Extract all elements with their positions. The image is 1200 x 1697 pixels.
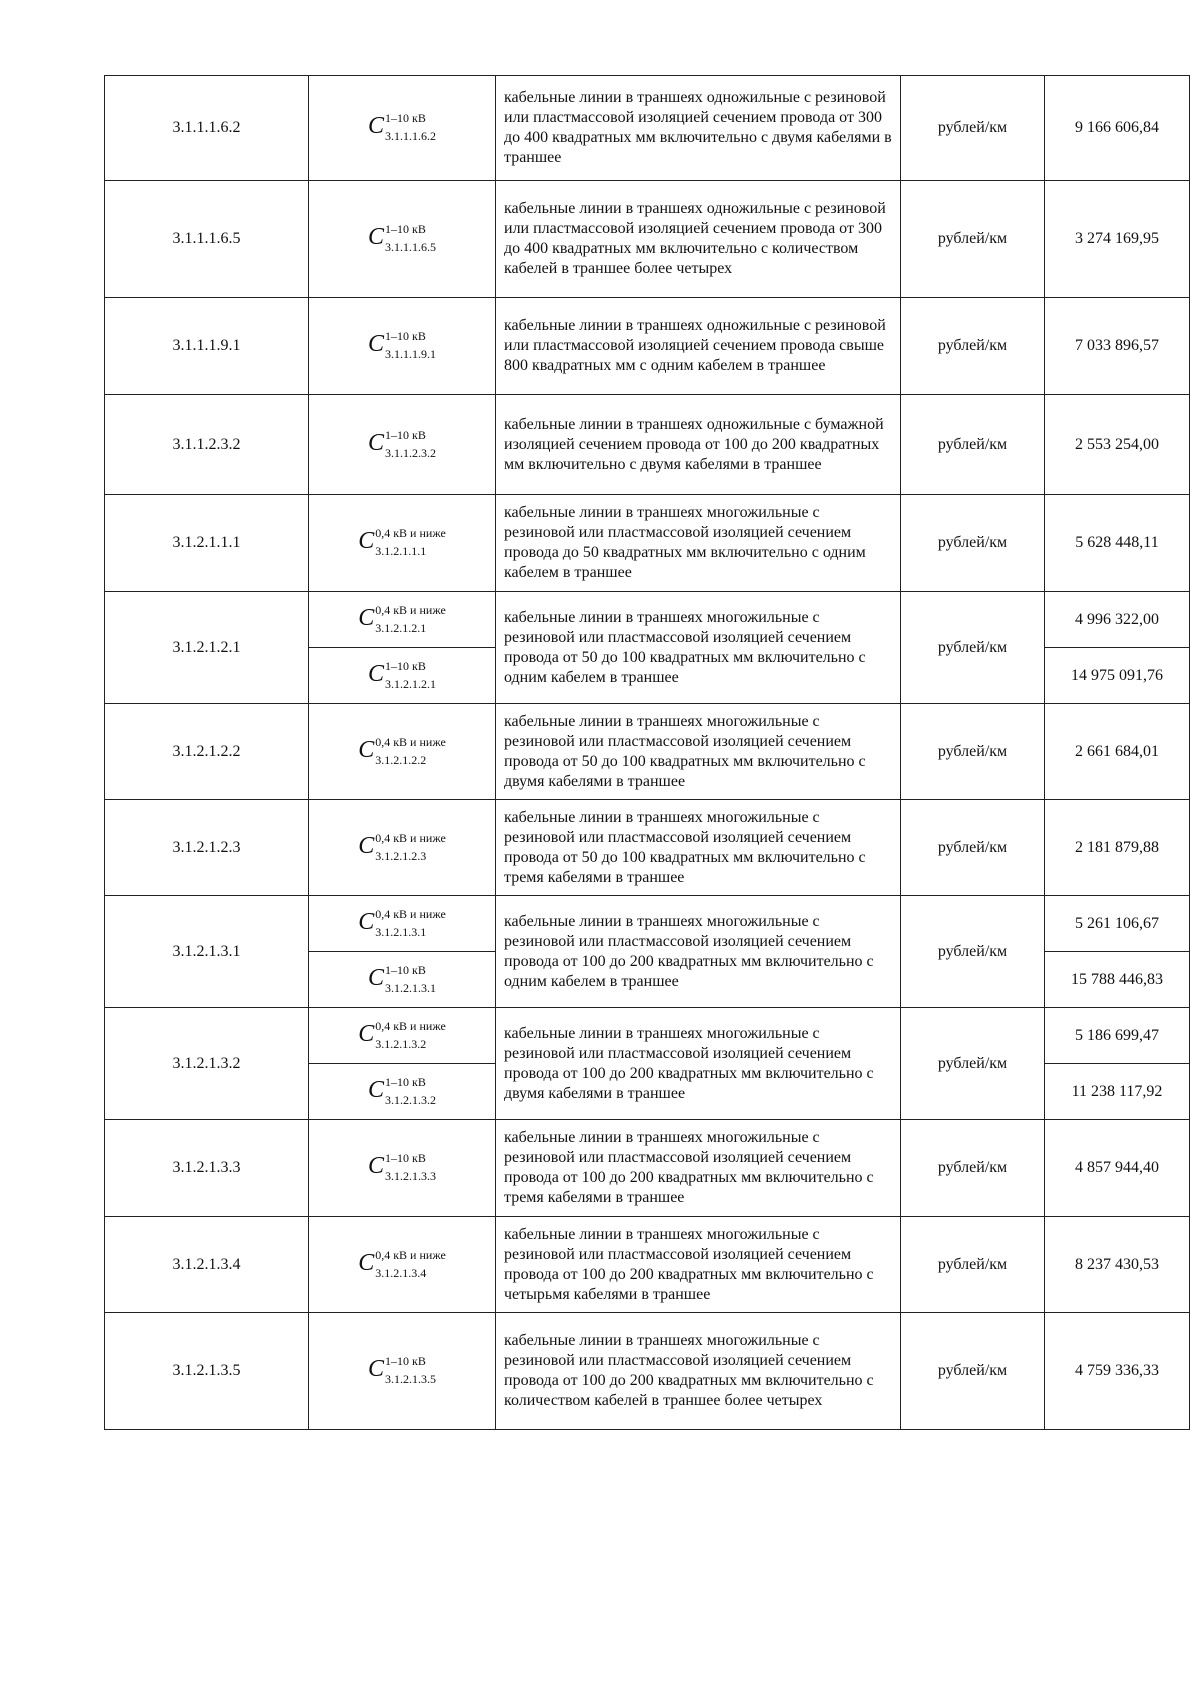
rate-value-cell: 11 238 117,92 (1045, 1064, 1190, 1120)
rate-symbol-indices (385, 222, 436, 254)
rate-value-cell: 4 759 336,33 (1045, 1313, 1190, 1430)
code-subscript: 3.1.2.1.3.4 (375, 1265, 427, 1280)
item-code-cell: 3.1.1.1.6.2 (105, 76, 309, 181)
rate-value-cell: 2 181 879,88 (1045, 800, 1190, 896)
code-subscript: 3.1.2.1.3.1 (385, 980, 436, 995)
rate-symbol-cell (309, 495, 496, 592)
code-subscript: 3.1.2.1.2.2 (375, 752, 427, 767)
item-code-cell: 3.1.2.1.3.1 (105, 896, 309, 1008)
rate-symbol-letter: C (367, 429, 384, 456)
table-row (105, 800, 1190, 896)
description-cell: кабельные линии в траншеях многожильные с резиновой или пластмассовой изоляцией сечением провода от 100 до 200 квадратных мм включительно с количеством кабелей в траншее более четырех (496, 1313, 901, 1430)
unit-cell: рублей/км (901, 1313, 1045, 1430)
rate-symbol-letter: C (367, 224, 384, 251)
unit-cell: рублей/км (901, 1008, 1045, 1120)
rate-value-cell: 9 166 606,84 (1045, 76, 1190, 181)
table-row (105, 76, 1190, 181)
code-subscript: 3.1.2.1.2.1 (385, 676, 436, 691)
rate-symbol-cell (309, 76, 496, 181)
code-subscript: 3.1.1.1.6.2 (385, 129, 436, 143)
rates-table (104, 75, 1190, 1430)
rate-symbol-indices (375, 1247, 446, 1280)
table-row (105, 181, 1190, 298)
rate-symbol-cell (309, 1217, 496, 1313)
description-cell: кабельные линии в траншеях многожильные с резиновой или пластмассовой изоляцией сечением провода от 100 до 200 квадратных мм включительно с тремя кабелями в траншее (496, 1120, 901, 1217)
rate-value-cell: 14 975 091,76 (1045, 648, 1190, 704)
code-subscript: 3.1.2.1.3.2 (375, 1036, 427, 1051)
unit-cell: рублей/км (901, 495, 1045, 592)
voltage-superscript: 0,4 кВ и ниже (375, 734, 446, 749)
rate-value-cell: 2 661 684,01 (1045, 704, 1190, 800)
rate-symbol-cell (309, 648, 496, 704)
table-row (105, 395, 1190, 495)
rate-symbol-cell (309, 800, 496, 896)
unit-cell: рублей/км (901, 896, 1045, 1008)
rate-value-cell: 2 553 254,00 (1045, 395, 1190, 495)
code-subscript: 3.1.2.1.3.5 (385, 1372, 436, 1386)
rate-symbol-letter: C (367, 1153, 384, 1180)
unit-cell: рублей/км (901, 592, 1045, 704)
rate-symbol-letter: C (358, 832, 375, 859)
unit-cell: рублей/км (901, 1217, 1045, 1313)
code-subscript: 3.1.1.1.6.5 (385, 240, 436, 254)
unit-cell: рублей/км (901, 181, 1045, 298)
rate-symbol-letter: C (367, 964, 384, 991)
unit-cell: рублей/км (901, 76, 1045, 181)
rate-value-cell: 5 628 448,11 (1045, 495, 1190, 592)
description-cell: кабельные линии в траншеях многожильные с резиновой или пластмассовой изоляцией сечением провода от 50 до 100 квадратных мм включительно с одним кабелем в траншее (496, 592, 901, 704)
code-subscript: 3.1.2.1.3.3 (385, 1169, 436, 1183)
rate-symbol-indices (385, 1354, 436, 1386)
rate-symbol-indices (375, 1018, 446, 1051)
rate-symbol-letter: C (358, 528, 375, 555)
rate-symbol-indices (385, 427, 436, 460)
rate-symbol-indices (385, 111, 436, 143)
description-cell: кабельные линии в траншеях одножильные с резиновой или пластмассовой изоляцией сечением провода от 300 до 400 квадратных мм включительно с количеством кабелей в траншее более четырех (496, 181, 901, 298)
voltage-superscript: 0,4 кВ и ниже (375, 830, 446, 845)
table-row (105, 298, 1190, 395)
rate-symbol-indices (375, 602, 446, 635)
rate-value-cell: 3 274 169,95 (1045, 181, 1190, 298)
rate-symbol-cell (309, 704, 496, 800)
table-row (105, 704, 1190, 800)
voltage-superscript: 1–10 кВ (385, 111, 426, 125)
item-code-cell: 3.1.1.1.9.1 (105, 298, 309, 395)
rate-symbol-indices (375, 906, 446, 939)
rate-symbol-indices (385, 329, 436, 361)
item-code-cell: 3.1.2.1.3.3 (105, 1120, 309, 1217)
rate-symbol-cell (309, 1008, 496, 1064)
item-code-cell: 3.1.2.1.2.1 (105, 592, 309, 704)
rate-value-cell: 5 186 699,47 (1045, 1008, 1190, 1064)
rate-symbol-cell (309, 298, 496, 395)
code-subscript: 3.1.1.1.9.1 (385, 347, 436, 361)
item-code-cell: 3.1.2.1.3.4 (105, 1217, 309, 1313)
voltage-superscript: 0,4 кВ и ниже (375, 602, 446, 617)
description-cell: кабельные линии в траншеях многожильные с резиновой или пластмассовой изоляцией сечением провода от 100 до 200 квадратных мм включительно с двумя кабелями в траншее (496, 1008, 901, 1120)
item-code-cell: 3.1.1.1.6.5 (105, 181, 309, 298)
voltage-superscript: 1–10 кВ (385, 1074, 426, 1089)
rate-symbol-indices (385, 962, 436, 995)
item-code-cell: 3.1.2.1.3.2 (105, 1008, 309, 1120)
voltage-superscript: 1–10 кВ (385, 1354, 426, 1368)
rate-symbol-cell (309, 1313, 496, 1430)
code-subscript: 3.1.2.1.2.3 (375, 848, 427, 863)
rate-symbol-indices (385, 658, 436, 691)
table-row (105, 1313, 1190, 1430)
item-code-cell: 3.1.2.1.1.1 (105, 495, 309, 592)
code-subscript: 3.1.1.2.3.2 (385, 445, 436, 460)
rate-symbol-letter: C (367, 331, 384, 358)
rate-symbol-cell (309, 181, 496, 298)
code-subscript: 3.1.2.1.1.1 (375, 544, 427, 558)
unit-cell: рублей/км (901, 298, 1045, 395)
unit-cell: рублей/км (901, 704, 1045, 800)
description-cell: кабельные линии в траншеях многожильные с резиновой или пластмассовой изоляцией сечением провода от 100 до 200 квадратных мм включительно с четырьмя кабелями в траншее (496, 1217, 901, 1313)
rate-symbol-letter: C (367, 1356, 384, 1383)
rate-symbol-indices (375, 526, 446, 558)
description-cell: кабельные линии в траншеях одножильные с резиновой или пластмассовой изоляцией сечением провода от 300 до 400 квадратных мм включительно с двумя кабелями в траншее (496, 76, 901, 181)
rate-value-cell: 8 237 430,53 (1045, 1217, 1190, 1313)
voltage-superscript: 1–10 кВ (385, 427, 426, 442)
unit-cell: рублей/км (901, 1120, 1045, 1217)
voltage-superscript: 1–10 кВ (385, 658, 426, 673)
rate-value-cell: 7 033 896,57 (1045, 298, 1190, 395)
voltage-superscript: 0,4 кВ и ниже (375, 1018, 446, 1033)
rate-value-cell: 15 788 446,83 (1045, 952, 1190, 1008)
rate-value-cell: 4 996 322,00 (1045, 592, 1190, 648)
table-row (105, 1120, 1190, 1217)
voltage-superscript: 0,4 кВ и ниже (375, 526, 446, 540)
rate-symbol-cell (309, 395, 496, 495)
description-cell: кабельные линии в траншеях многожильные с резиновой или пластмассовой изоляцией сечением провода от 100 до 200 квадратных мм включительно с одним кабелем в траншее (496, 896, 901, 1008)
table-row (105, 1217, 1190, 1313)
unit-cell: рублей/км (901, 395, 1045, 495)
code-subscript: 3.1.2.1.2.1 (375, 620, 427, 635)
voltage-superscript: 1–10 кВ (385, 962, 426, 977)
rate-symbol-letter: C (358, 1020, 375, 1047)
table-row (105, 1008, 1190, 1064)
description-cell: кабельные линии в траншеях одножильные с резиновой или пластмассовой изоляцией сечением провода свыше 800 квадратных мм с одним кабелем в траншее (496, 298, 901, 395)
unit-cell: рублей/км (901, 800, 1045, 896)
description-cell: кабельные линии в траншеях многожильные с резиновой или пластмассовой изоляцией сечением провода от 50 до 100 квадратных мм включительно с тремя кабелями в траншее (496, 800, 901, 896)
voltage-superscript: 0,4 кВ и ниже (375, 1247, 446, 1262)
table-row (105, 896, 1190, 952)
rate-symbol-cell (309, 1120, 496, 1217)
code-subscript: 3.1.2.1.3.2 (385, 1092, 436, 1107)
table-row (105, 592, 1190, 648)
item-code-cell: 3.1.2.1.2.3 (105, 800, 309, 896)
rate-value-cell: 5 261 106,67 (1045, 896, 1190, 952)
item-code-cell: 3.1.1.2.3.2 (105, 395, 309, 495)
rate-symbol-letter: C (367, 1076, 384, 1103)
rate-symbol-indices (385, 1074, 436, 1107)
rate-symbol-letter: C (358, 604, 375, 631)
voltage-superscript: 1–10 кВ (385, 222, 426, 236)
voltage-superscript: 0,4 кВ и ниже (375, 906, 446, 921)
description-cell: кабельные линии в траншеях многожильные с резиновой или пластмассовой изоляцией сечением провода от 50 до 100 квадратных мм включительно с двумя кабелями в траншее (496, 704, 901, 800)
rate-symbol-letter: C (358, 908, 375, 935)
rate-symbol-letter: C (367, 660, 384, 687)
voltage-superscript: 1–10 кВ (385, 1151, 426, 1165)
rate-symbol-cell (309, 1064, 496, 1120)
voltage-superscript: 1–10 кВ (385, 329, 426, 343)
item-code-cell: 3.1.2.1.2.2 (105, 704, 309, 800)
description-cell: кабельные линии в траншеях многожильные с резиновой или пластмассовой изоляцией сечением провода до 50 квадратных мм включительно с одним кабелем в траншее (496, 495, 901, 592)
rate-symbol-letter: C (367, 113, 384, 140)
rate-symbol-cell (309, 952, 496, 1008)
item-code-cell: 3.1.2.1.3.5 (105, 1313, 309, 1430)
rate-symbol-indices (375, 830, 446, 863)
rate-symbol-letter: C (358, 736, 375, 763)
rate-symbol-indices (375, 734, 446, 767)
description-cell: кабельные линии в траншеях одножильные с бумажной изоляцией сечением провода от 100 до 200 квадратных мм включительно с двумя кабелями в траншее (496, 395, 901, 495)
code-subscript: 3.1.2.1.3.1 (375, 924, 427, 939)
table-row (105, 495, 1190, 592)
rate-value-cell: 4 857 944,40 (1045, 1120, 1190, 1217)
rate-symbol-cell (309, 896, 496, 952)
rate-symbol-cell (309, 592, 496, 648)
rate-symbol-indices (385, 1151, 436, 1183)
rate-symbol-letter: C (358, 1249, 375, 1276)
